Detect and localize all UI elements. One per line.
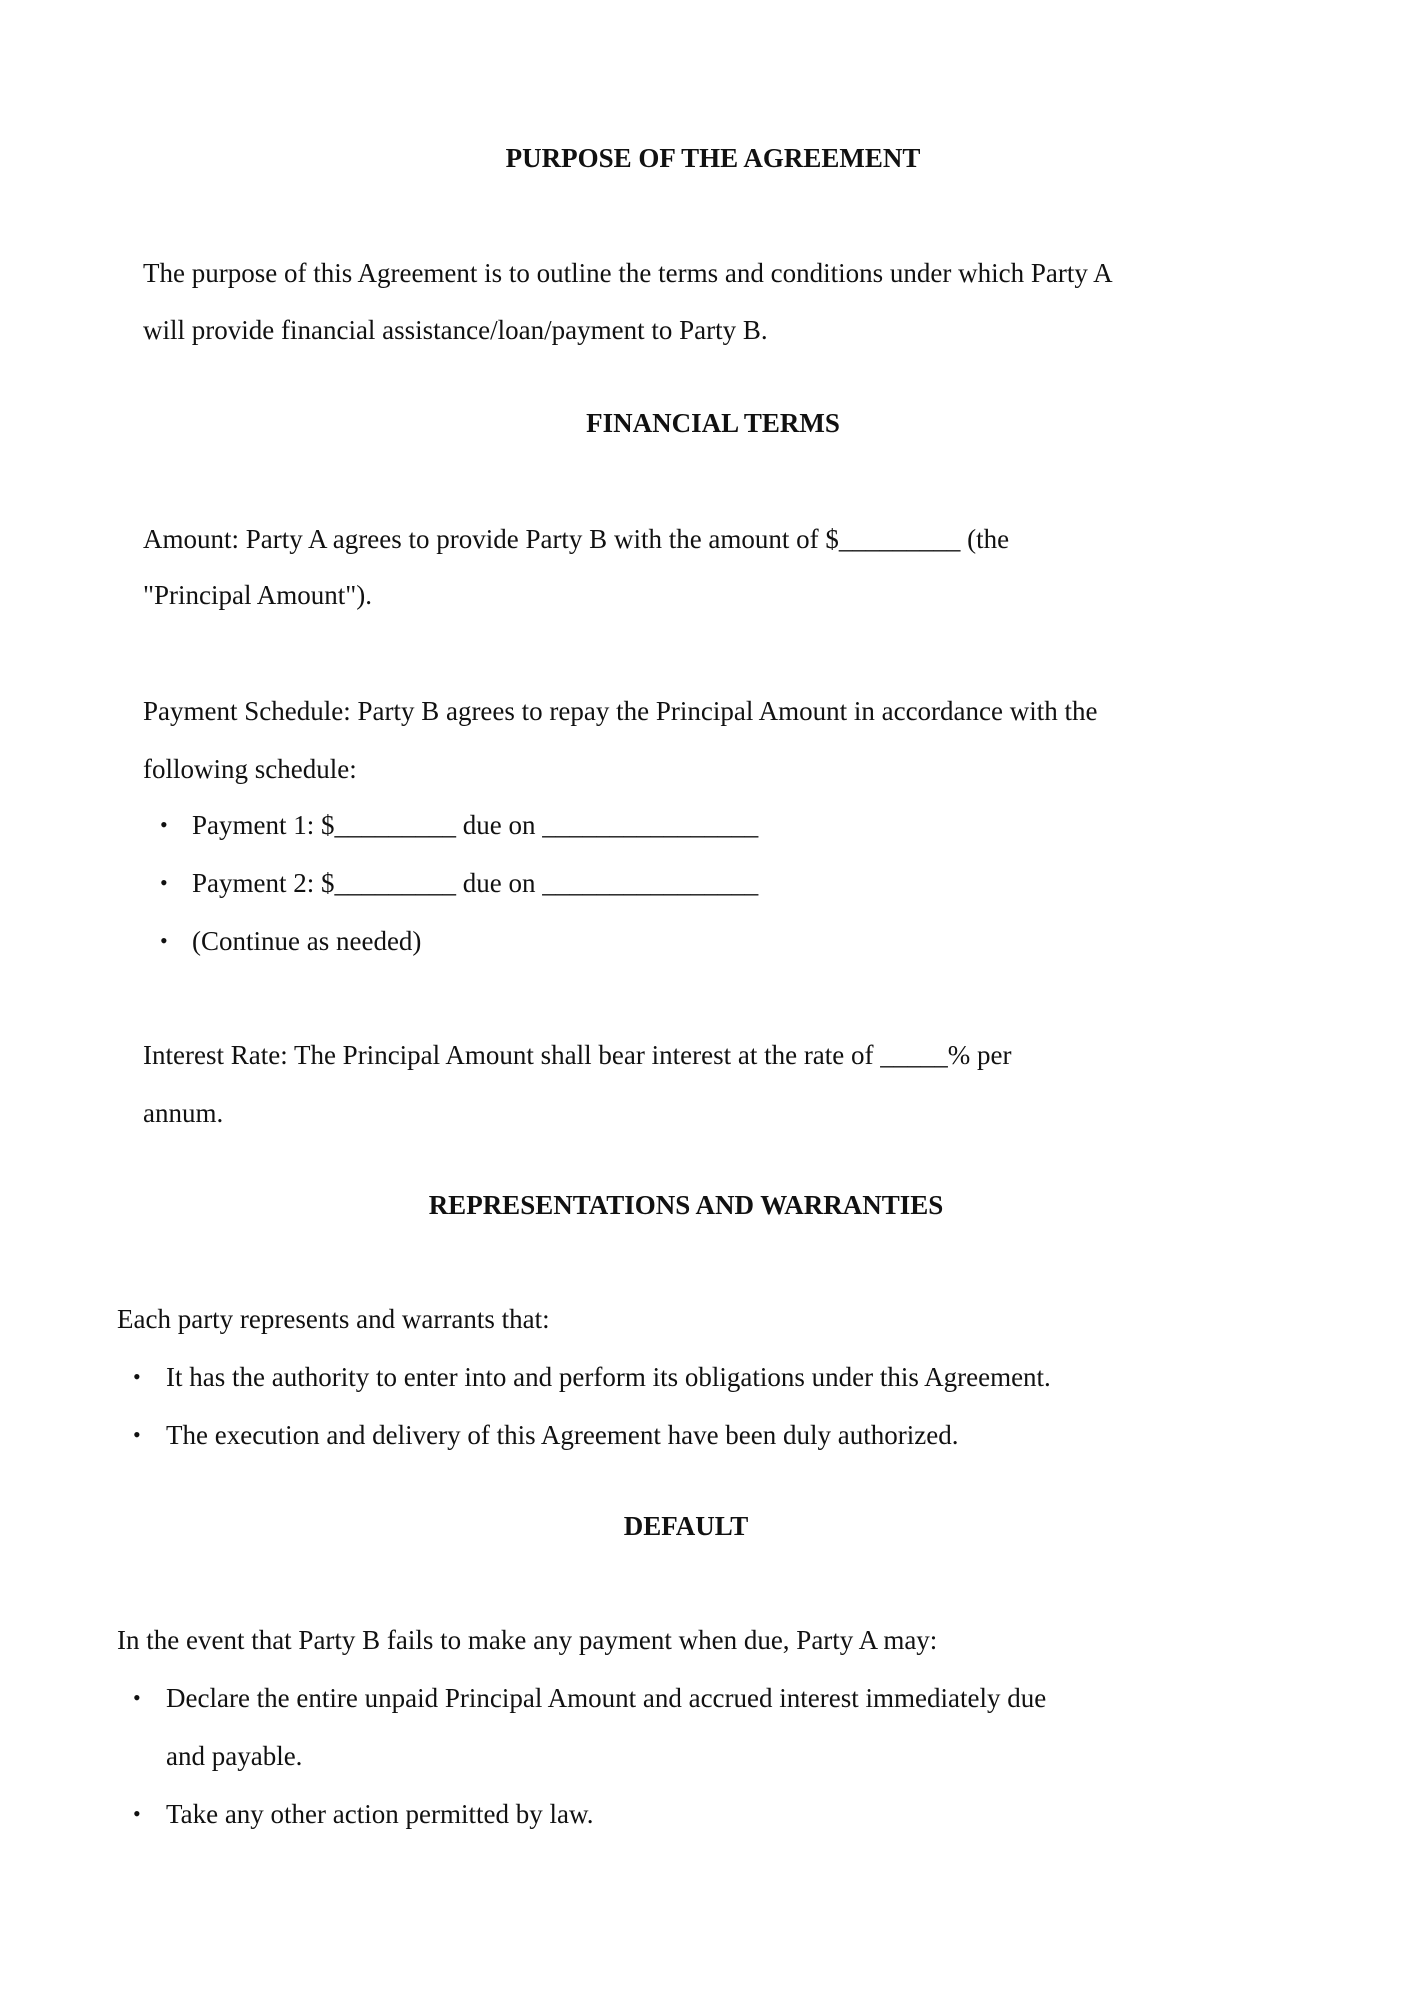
bullet-icon: • <box>160 870 168 895</box>
bullet-icon: • <box>160 812 168 837</box>
heading-default: DEFAULT <box>623 1511 749 1541</box>
amount-text-line: Amount: Party A agrees to provide Party B with the amount of $_________ (the <box>143 524 1010 554</box>
representations-intro: Each party represents and warrants that: <box>117 1304 550 1334</box>
representation-item: The execution and delivery of this Agreement have been duly authorized. <box>166 1420 959 1450</box>
default-item-continued: and payable. <box>166 1741 303 1771</box>
schedule-item: Payment 2: $_________ due on ________________ <box>192 868 759 898</box>
schedule-item: Payment 1: $_________ due on ________________ <box>192 810 759 840</box>
representation-item: It has the authority to enter into and perform its obligations under this Agreement. <box>166 1362 1051 1392</box>
schedule-item: (Continue as needed) <box>192 926 422 956</box>
heading-representations: REPRESENTATIONS AND WARRANTIES <box>428 1190 944 1220</box>
purpose-text-line: will provide financial assistance/loan/payment to Party B. <box>143 315 768 345</box>
heading-financial-terms: FINANCIAL TERMS <box>586 408 840 438</box>
amount-text-line: "Principal Amount"). <box>143 580 373 610</box>
default-item: Declare the entire unpaid Principal Amount and accrued interest immediately due <box>166 1683 1047 1713</box>
bullet-icon: • <box>133 1422 141 1447</box>
default-intro: In the event that Party B fails to make any payment when due, Party A may: <box>117 1625 938 1655</box>
bullet-icon: • <box>133 1364 141 1389</box>
bullet-icon: • <box>133 1685 141 1710</box>
purpose-text-line: The purpose of this Agreement is to outline the terms and conditions under which Party A <box>143 258 1113 288</box>
schedule-text-line: following schedule: <box>143 754 357 784</box>
default-item: Take any other action permitted by law. <box>166 1799 594 1829</box>
bullet-icon: • <box>160 928 168 953</box>
heading-purpose: PURPOSE OF THE AGREEMENT <box>505 143 921 173</box>
bullet-icon: • <box>133 1801 141 1826</box>
interest-text-line: Interest Rate: The Principal Amount shall bear interest at the rate of _____% per <box>143 1040 1012 1070</box>
schedule-text-line: Payment Schedule: Party B agrees to repay the Principal Amount in accordance with the <box>143 696 1098 726</box>
interest-text-line: annum. <box>143 1098 224 1128</box>
